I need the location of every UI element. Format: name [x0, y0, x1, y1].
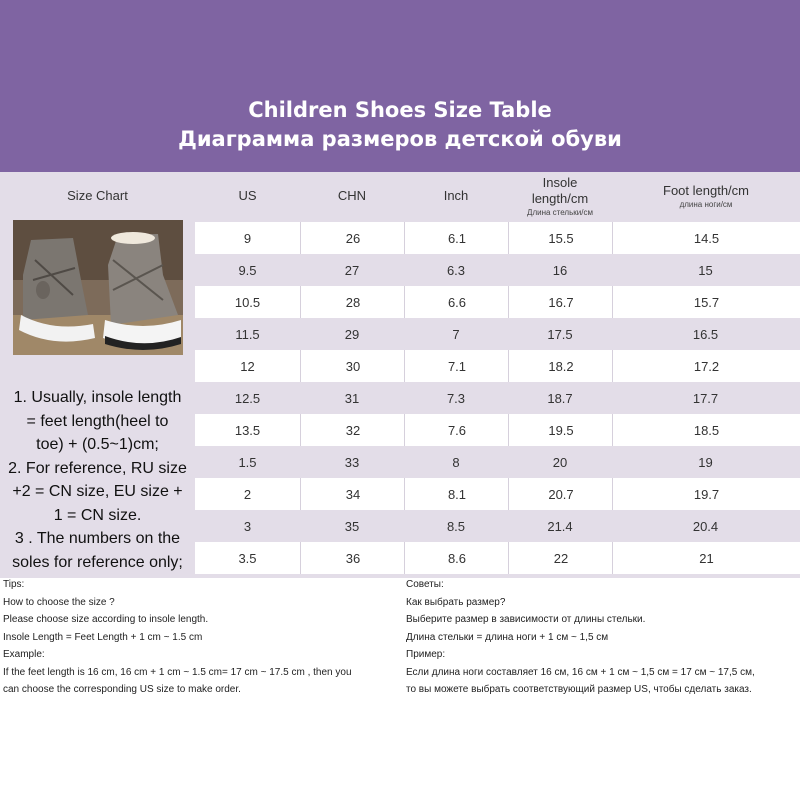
cell-us: 1.5: [238, 454, 257, 470]
cell-chn: 34: [300, 478, 405, 510]
cell-insole: 15.5: [508, 222, 613, 254]
cell-chn: 35: [344, 518, 360, 534]
tip-line: Tips:: [3, 579, 25, 590]
cell-chn: 36: [300, 542, 405, 574]
header-insole: [508, 172, 612, 220]
table-row: [195, 318, 799, 350]
note-line: soles for reference only;: [12, 553, 183, 571]
cell-insole: 22: [508, 542, 613, 574]
cell-insole: 20.7: [508, 478, 613, 510]
cell-foot: 21: [612, 542, 800, 574]
cell-us: 3: [243, 518, 252, 534]
cell-inch: 7.1: [404, 350, 509, 382]
cell-foot: 19: [698, 454, 713, 470]
cell-insole: 20: [552, 454, 568, 470]
note-line: 1 = CN size.: [53, 506, 142, 524]
table-row: [195, 478, 799, 510]
cell-foot: 15.7: [612, 286, 800, 318]
table-row: [195, 414, 799, 446]
note-line: toe) + (0.5~1)cm;: [36, 436, 159, 453]
tip-line: If the feet length is 16 cm, 16 cm + 1 cm ~ 1.5 cm= 17 cm ~ 17.5 cm , then you: [3, 666, 352, 678]
header-us: [195, 172, 300, 220]
cell-inch: 8.6: [404, 542, 509, 574]
header-size-chart-label: Size Chart: [67, 188, 128, 203]
cell-insole: 16: [552, 262, 568, 278]
tip-line: то вы можете выбрать соответствующий размер US, чтобы сделать заказ.: [406, 684, 752, 695]
cell-foot: 15: [698, 262, 713, 278]
tips-english: [3, 576, 352, 699]
cell-us: 10.5: [195, 286, 300, 318]
cell-foot: 17.2: [612, 350, 800, 382]
header-foot: [612, 172, 800, 220]
cell-chn: 33: [344, 454, 360, 470]
cell-inch: 8: [452, 454, 460, 470]
table-row: [195, 382, 799, 414]
cell-insole: 21.4: [547, 518, 573, 534]
note-line: 2. For reference, RU size: [8, 459, 187, 477]
cell-inch: 6.6: [404, 286, 509, 318]
cell-foot: 16.5: [692, 326, 719, 342]
cell-us: 12.5: [234, 390, 261, 406]
note-line: 1. Usually, insole length: [13, 389, 182, 406]
tip-line: Пример:: [406, 649, 446, 660]
cell-chn: 28: [300, 286, 405, 318]
tip-line: Если длина ноги составляет 16 см, 16 см + 1 см ~ 1,5 см = 17 см ~ 17,5 см,: [406, 666, 755, 678]
header-insole-line2: length/cm: [531, 190, 589, 206]
tip-line: can choose the corresponding US size to make order.: [3, 684, 241, 695]
tip-line: Советы:: [406, 579, 444, 590]
note-line: 3 . The numbers on the: [14, 530, 181, 547]
cell-insole: 16.7: [508, 286, 613, 318]
cell-foot: 20.4: [692, 518, 719, 534]
cell-chn: 32: [300, 414, 405, 446]
header-inch: [404, 172, 508, 220]
table-row: [195, 350, 799, 382]
tip-line: Как выбрать размер?: [406, 596, 506, 608]
cell-insole: 17.5: [547, 326, 573, 342]
table-row: [195, 254, 799, 286]
table-row: [195, 222, 799, 254]
cell-inch: 7: [452, 326, 460, 342]
header-size-chart: [0, 172, 195, 220]
cell-us: 2: [195, 478, 300, 510]
note-line: = feet length(heel to: [26, 412, 169, 430]
cell-foot: 19.7: [612, 478, 800, 510]
header-chn: [300, 172, 404, 220]
cell-inch: 6.1: [404, 222, 509, 254]
cell-chn: 27: [344, 262, 360, 278]
tip-line: How to choose the size ?: [3, 596, 115, 608]
shoe-photo: [13, 220, 183, 355]
cell-foot: 14.5: [612, 222, 800, 254]
header-insole-line1: Insole: [542, 174, 578, 190]
tip-line: Example:: [3, 649, 45, 660]
cell-insole: 19.5: [508, 414, 613, 446]
cell-us: 3.5: [195, 542, 300, 574]
cell-foot: 18.5: [612, 414, 800, 446]
tip-line: Please choose size according to insole length.: [3, 614, 209, 625]
table-row: [195, 286, 799, 318]
cell-us: 9: [195, 222, 300, 254]
cell-foot: 17.7: [692, 390, 719, 406]
cell-chn: 31: [344, 390, 360, 406]
cell-inch: 6.3: [446, 262, 466, 278]
note-line: +2 = CN size, EU size +: [12, 483, 183, 500]
cell-chn: 29: [344, 326, 360, 342]
cell-us: 11.5: [235, 326, 260, 342]
tips-russian: [406, 576, 755, 699]
header-inch-label: Inch: [443, 188, 469, 203]
header-insole-sub: Длина стельки/см: [527, 207, 593, 217]
header-foot-label: Foot length/cm: [663, 182, 749, 198]
cell-us: 9.5: [238, 262, 257, 278]
cell-inch: 7.3: [446, 390, 466, 406]
cell-inch: 8.1: [404, 478, 509, 510]
tip-line: Длина стельки = длина ноги + 1 см ~ 1,5 см: [406, 631, 609, 643]
cell-insole: 18.2: [508, 350, 613, 382]
title-english: Children Shoes Size Table: [248, 98, 552, 122]
header-foot-sub: длина ноги/см: [679, 199, 733, 209]
title-russian: Диаграмма размеров детской обуви: [178, 127, 622, 151]
table-row: [195, 510, 799, 542]
cell-chn: 26: [300, 222, 405, 254]
table-row: [195, 446, 799, 478]
cell-us: 13.5: [195, 414, 300, 446]
size-notes: [0, 386, 195, 574]
cell-inch: 8.5: [446, 518, 466, 534]
table-row: [195, 542, 799, 574]
cell-inch: 7.6: [404, 414, 509, 446]
tip-line: Выберите размер в зависимости от длины стельки.: [406, 614, 646, 625]
tip-line: Insole Length = Feet Length + 1 cm ~ 1.5 cm: [3, 631, 203, 643]
cell-us: 12: [195, 350, 300, 382]
cell-chn: 30: [300, 350, 405, 382]
cell-insole: 18.7: [547, 390, 573, 406]
header-chn-label: CHN: [337, 188, 367, 203]
page-header: [0, 0, 800, 172]
header-us-label: US: [238, 188, 257, 203]
